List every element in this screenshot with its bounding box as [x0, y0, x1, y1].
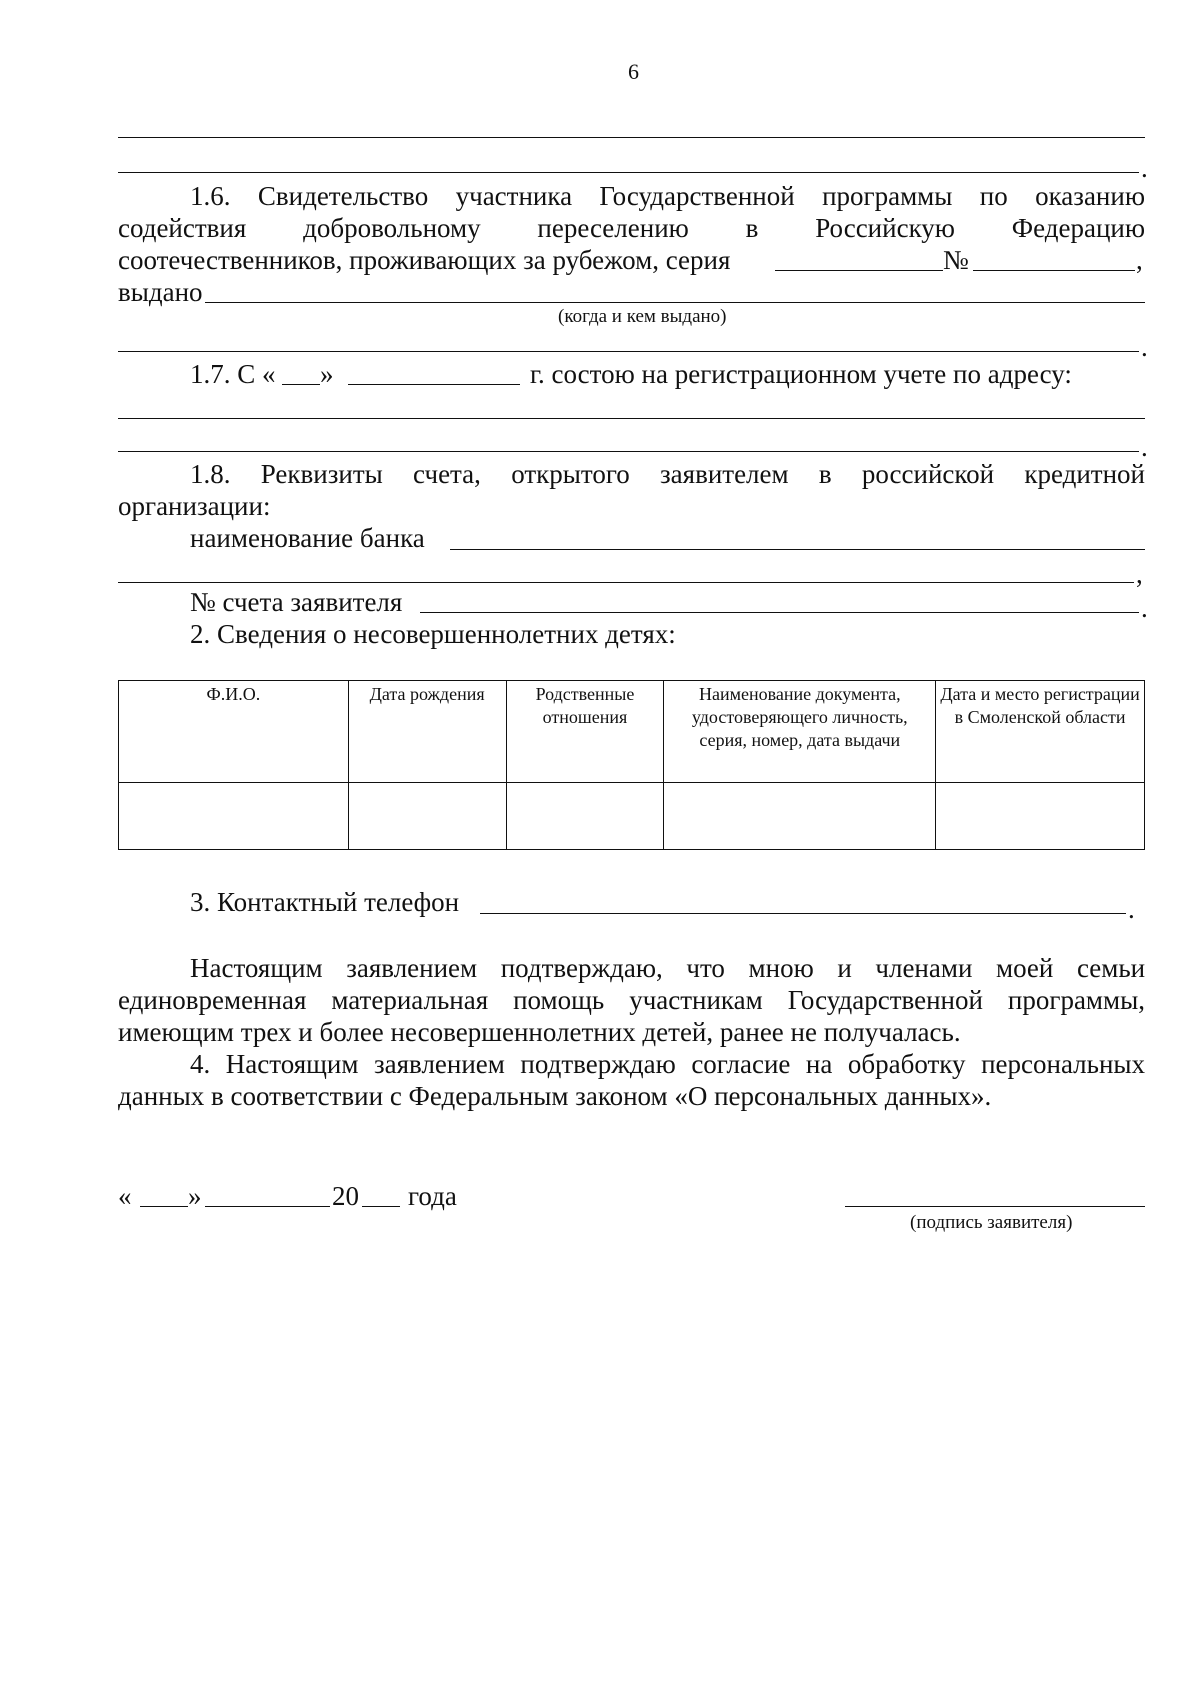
bank-name-field[interactable]: [450, 549, 1145, 550]
date-day-field[interactable]: [140, 1206, 188, 1207]
column-header: Наименование документа, удостоверяющего личность, серия, номер, дата выдачи: [664, 681, 936, 783]
consent-line-2: данных в соответствии с Федеральным законом «О персональных данных».: [118, 1081, 992, 1111]
table-cell[interactable]: [936, 783, 1145, 850]
account-number-label: № счета заявителя: [190, 587, 403, 617]
table-cell[interactable]: [664, 783, 936, 850]
section-1-6-line-2: содействия добровольному переселению в Российскую Федерацию: [118, 213, 1146, 243]
table-header-row: [119, 681, 1145, 783]
statement-line-2: единовременная материальная помощь участникам Государственной программы,: [118, 985, 1145, 1015]
date-quote-close: »: [188, 1181, 202, 1211]
series-field[interactable]: [775, 270, 943, 271]
address-field[interactable]: [118, 451, 1139, 452]
column-header: Дата рождения: [348, 681, 506, 783]
issued-label: выдано: [118, 277, 203, 307]
address-field[interactable]: [118, 418, 1145, 419]
table-row: [119, 783, 1145, 850]
contact-phone-field[interactable]: [480, 913, 1126, 914]
year-suffix: года: [408, 1181, 457, 1211]
date-month-field[interactable]: [205, 1206, 330, 1207]
section-1-8-line-2: организации:: [118, 491, 271, 521]
issued-by-field[interactable]: [205, 302, 1145, 303]
certificate-number-field[interactable]: [973, 270, 1135, 271]
number-sign: №: [943, 245, 969, 275]
comma-mark: ,: [1136, 245, 1143, 275]
signature-field[interactable]: [845, 1206, 1145, 1207]
account-number-field[interactable]: [420, 612, 1139, 613]
registration-month-field[interactable]: [348, 384, 520, 385]
period-mark: .: [1141, 332, 1148, 362]
section-1-7-suffix: г. состою на регистрационном учете по адресу:: [530, 359, 1072, 389]
table-cell[interactable]: [119, 783, 349, 850]
bank-name-label: наименование банка: [190, 523, 425, 553]
registration-day-field[interactable]: [282, 384, 320, 385]
date-year-field[interactable]: [362, 1206, 400, 1207]
section-1-8-line-1: 1.8. Реквизиты счета, открытого заявителем в российской кредитной: [190, 459, 1145, 489]
period-mark: .: [1141, 153, 1148, 183]
consent-line-1: 4. Настоящим заявлением подтверждаю согласие на обработку персональных: [190, 1049, 1146, 1079]
table-cell[interactable]: [506, 783, 664, 850]
section-1-6-line-3: соотечественников, проживающих за рубежом, серия: [118, 245, 731, 275]
period-mark: .: [1141, 432, 1148, 462]
section-1-6-line-1: 1.6. Свидетельство участника Государственной программы по оказанию: [190, 181, 1146, 211]
page-number: 6: [628, 59, 639, 84]
column-header: Дата и место регистрации в Смоленской области: [936, 681, 1145, 783]
blank-line[interactable]: [118, 351, 1139, 352]
column-header: Родственные отношения: [506, 681, 664, 783]
statement-line-3: имеющим трех и более несовершеннолетних детей, ранее не получалась.: [118, 1017, 961, 1047]
table-cell[interactable]: [348, 783, 506, 850]
children-section-title: 2. Сведения о несовершеннолетних детях:: [190, 619, 676, 649]
comma-mark: ,: [1136, 559, 1143, 589]
column-header: Ф.И.О.: [119, 681, 349, 783]
date-quote-open: «: [118, 1181, 132, 1211]
signature-caption: (подпись заявителя): [910, 1212, 1073, 1233]
blank-line[interactable]: [118, 137, 1145, 138]
period-mark: .: [1141, 593, 1148, 623]
children-table: [118, 680, 1145, 850]
quote-close: »: [320, 359, 334, 389]
contact-phone-label: 3. Контактный телефон: [190, 887, 460, 917]
bank-name-field[interactable]: [118, 582, 1134, 583]
blank-line[interactable]: [118, 172, 1139, 173]
year-prefix: 20: [332, 1181, 359, 1211]
statement-line-1: Настоящим заявлением подтверждаю, что мною и членами моей семьи: [190, 953, 1146, 983]
issued-caption: (когда и кем выдано): [558, 306, 727, 327]
section-1-7-prefix: 1.7. С «: [190, 359, 276, 389]
period-mark: .: [1128, 894, 1135, 924]
